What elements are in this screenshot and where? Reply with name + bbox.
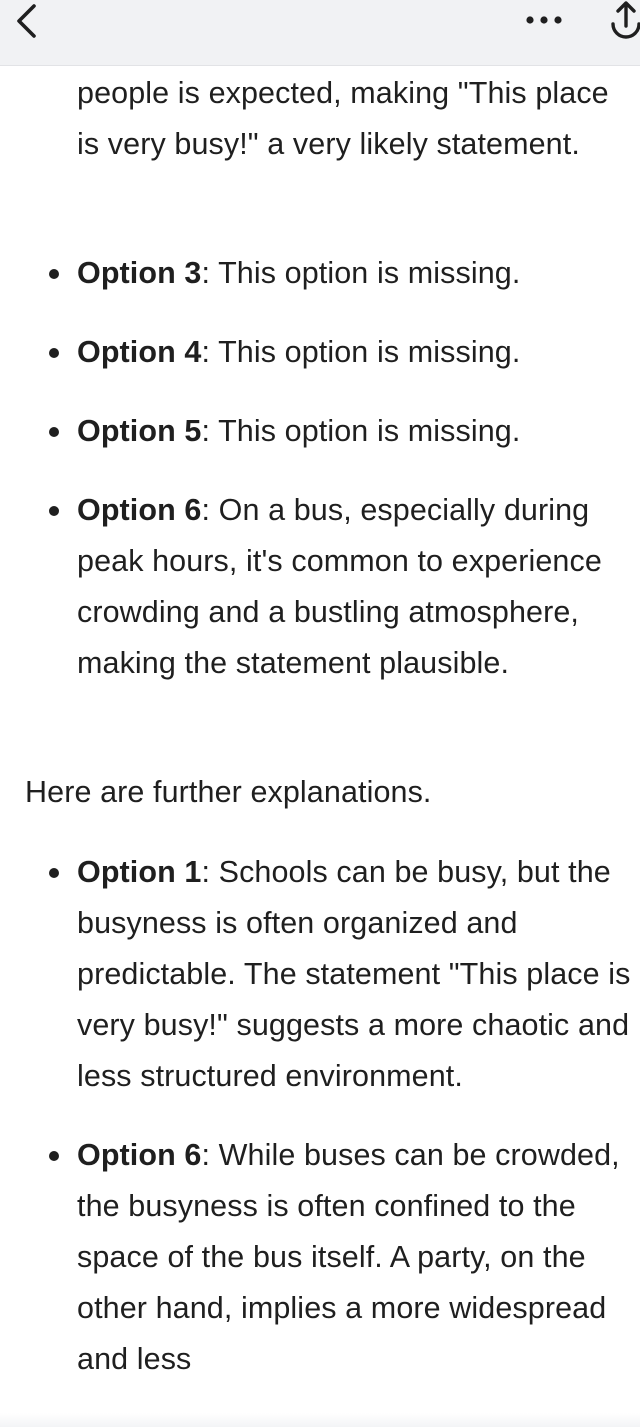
bullet-dot bbox=[49, 506, 59, 516]
option-text: : While buses can be crowded, the busyness is often confined to the space of the bus itself. A party, on the other hand, implies a more widespread and less bbox=[77, 1138, 620, 1376]
option-label: Option 3 bbox=[77, 256, 202, 290]
list-item bbox=[0, 847, 640, 1102]
more-horizontal-icon bbox=[524, 15, 564, 25]
further-explanations-heading: Here are further explanations. bbox=[25, 775, 432, 809]
option-label: Option 5 bbox=[77, 414, 202, 448]
explanations-list bbox=[0, 847, 640, 1413]
more-options-button[interactable] bbox=[518, 4, 570, 36]
option-text: : This option is missing. bbox=[201, 335, 521, 369]
bullet-dot bbox=[49, 348, 59, 358]
bullet-dot bbox=[49, 269, 59, 279]
message-content bbox=[0, 66, 640, 1427]
bullet-dot bbox=[49, 427, 59, 437]
continued-paragraph: people is expected, making "This place is very busy!" a very likely statement. bbox=[77, 76, 609, 161]
options-list bbox=[0, 248, 640, 717]
option-label: Option 4 bbox=[77, 335, 202, 369]
option-label: Option 1 bbox=[77, 855, 202, 889]
bottom-fade bbox=[0, 1413, 640, 1427]
share-button[interactable] bbox=[604, 0, 640, 40]
list-item bbox=[0, 327, 640, 378]
option-text: : This option is missing. bbox=[201, 414, 521, 448]
share-upload-icon bbox=[604, 0, 640, 40]
list-item bbox=[0, 248, 640, 299]
list-item bbox=[0, 406, 640, 457]
list-item bbox=[0, 485, 640, 689]
option-text: : This option is missing. bbox=[201, 256, 521, 290]
back-button[interactable] bbox=[4, 0, 48, 42]
option-text: : On a bus, especially during peak hours, it's common to experience crowding and a bustling atmosphere, making the statement plausible. bbox=[77, 493, 602, 680]
top-bar bbox=[0, 0, 640, 66]
chevron-left-icon bbox=[13, 2, 39, 40]
bullet-dot bbox=[49, 868, 59, 878]
list-item bbox=[0, 1130, 640, 1385]
bullet-dot bbox=[49, 1151, 59, 1161]
option-label: Option 6 bbox=[77, 493, 202, 527]
option-label: Option 6 bbox=[77, 1138, 202, 1172]
option-text: : Schools can be busy, but the busyness is often organized and predictable. The statement "This place is very busy!" suggests a more chaotic and less structured environment. bbox=[77, 855, 631, 1093]
